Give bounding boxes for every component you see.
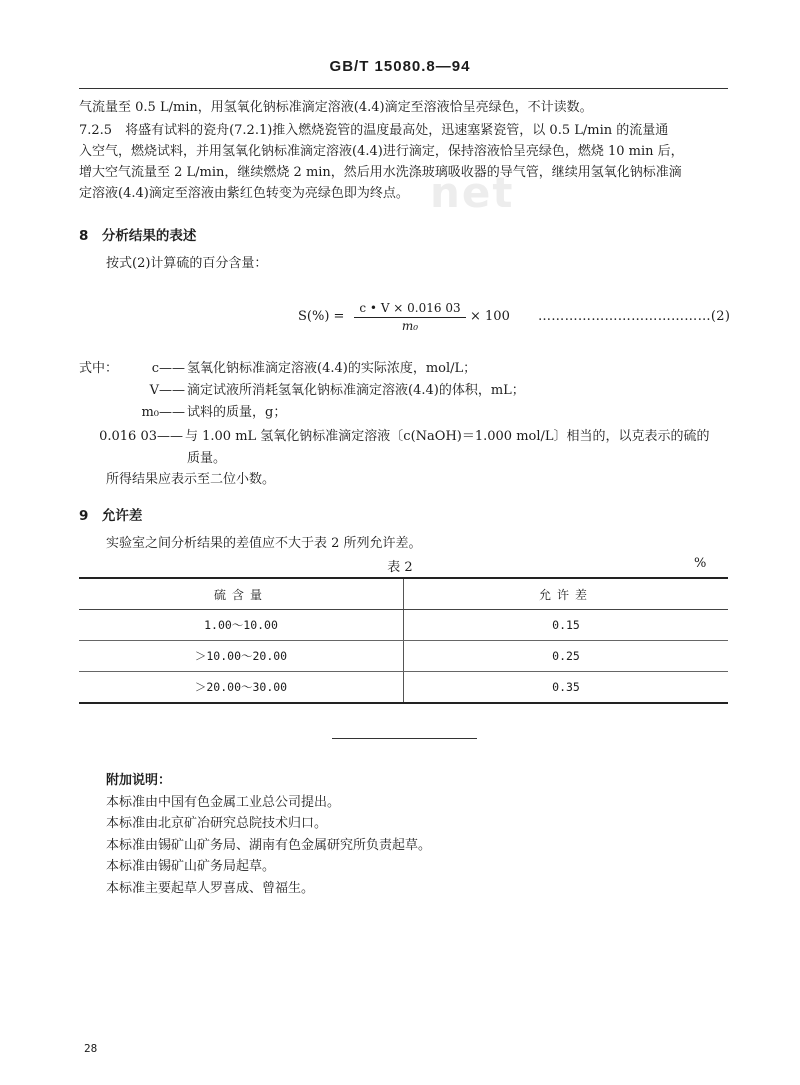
table-row xyxy=(79,672,728,704)
notes-line: 本标准由锡矿山矿务局、湖南有色金属研究所负责起草。 xyxy=(106,837,432,853)
formula-denominator: m₀ xyxy=(401,319,419,333)
paragraph-7-2-5-line-2: 入空气，燃烧试料，并用氢氧化钠标准滴定溶液(4.4)进行滴定，保持溶液恰呈亮绿色，燃烧 10 min 后， xyxy=(79,144,684,159)
page-number: 28 xyxy=(84,1042,98,1055)
standard-code-header: GB/T 15080.8—94 xyxy=(329,58,471,75)
section-8-heading: 8 分析结果的表述 xyxy=(79,228,197,244)
column-header-tolerance: 允许差 xyxy=(404,578,729,610)
table-row xyxy=(79,610,728,641)
notes-line: 本标准由北京矿冶研究总院技术归口。 xyxy=(106,816,328,831)
watermark: net xyxy=(430,168,515,217)
section-8-intro: 按式(2)计算硫的百分含量： xyxy=(106,256,268,271)
definition-text: 与 1.00 mL 氢氧化钠标准滴定溶液〔c(NaOH)＝1.000 mol/L〕相当的，以克表示的硫的 xyxy=(185,429,710,444)
where-label-text: 式中： xyxy=(79,361,119,376)
definition-symbol: V—— xyxy=(149,383,185,398)
end-rule xyxy=(332,738,477,739)
table-caption: 表 2 xyxy=(387,560,413,575)
definition-symbol: m₀—— xyxy=(141,405,185,420)
table-row xyxy=(79,641,728,672)
definition-text: 滴定试液所消耗氢氧化钠标准滴定溶液(4.4)的体积，mL； xyxy=(187,383,525,398)
definition-continuation-text: 质量。 xyxy=(187,451,227,466)
fraction-bar xyxy=(354,317,466,318)
notes-title: 附加说明： xyxy=(106,773,172,788)
table-cell: 0.15 xyxy=(404,610,729,641)
formula-numerator: c • V × 0.016 03 xyxy=(359,301,461,315)
paragraph-7-2-5-line-3: 增大空气流量至 2 L/min，继续燃烧 2 min，然后用水洗涤玻璃吸收器的导气管，继续用氢氧化钠标准滴 xyxy=(79,165,682,180)
table-header-row xyxy=(79,578,728,610)
result-precision-note: 所得结果应表示至二位小数。 xyxy=(106,472,276,487)
section-9-intro: 实验室之间分析结果的差值应不大于表 2 所列允许差。 xyxy=(106,536,422,551)
formula-lhs: S(%) = xyxy=(298,309,345,324)
table-cell: 0.35 xyxy=(404,672,729,704)
table-cell: 0.25 xyxy=(404,641,729,672)
definition-symbol: c—— xyxy=(151,361,185,376)
section-9-heading: 9 允许差 xyxy=(79,508,143,524)
paragraph-7-2-5-line-4: 定溶液(4.4)滴定至溶液由紫红色转变为亮绿色即为终点。 xyxy=(79,186,409,201)
column-header-sulfur-content: 硫含量 xyxy=(79,578,404,610)
formula-reference: …………………………………(2) xyxy=(538,309,731,324)
table-cell: ＞10.00～20.00 xyxy=(79,641,404,672)
definition-text: 氢氧化钠标准滴定溶液(4.4)的实际浓度，mol/L； xyxy=(187,361,477,376)
table-unit: % xyxy=(694,556,707,571)
notes-line: 本标准由中国有色金属工业总公司提出。 xyxy=(106,794,341,810)
definition-text: 试料的质量，g； xyxy=(187,405,287,420)
definition-symbol: 0.016 03—— xyxy=(99,429,183,444)
formula-fraction xyxy=(354,300,466,333)
additional-notes xyxy=(106,770,431,899)
table-cell: ＞20.00～30.00 xyxy=(79,672,404,704)
notes-line: 本标准由锡矿山矿务局起草。 xyxy=(106,859,276,874)
paragraph-7-2-5-line-1: 7.2.5 将盛有试料的瓷舟(7.2.1)推入燃烧瓷管的温度最高处，迅速塞紧瓷管，以 0.5 L/min 的流量通 xyxy=(79,123,669,138)
tolerance-table xyxy=(79,577,728,704)
notes-line: 本标准主要起草人罗喜成、曾福生。 xyxy=(106,880,315,896)
formula-rhs: × 100 xyxy=(470,309,510,324)
table-cell: 1.00～10.00 xyxy=(79,610,404,641)
header-rule xyxy=(79,88,728,89)
paragraph-continued: 气流量至 0.5 L/min，用氢氧化钠标准滴定溶液(4.4)滴定至溶液恰呈亮绿色，不计读数。 xyxy=(79,100,593,115)
